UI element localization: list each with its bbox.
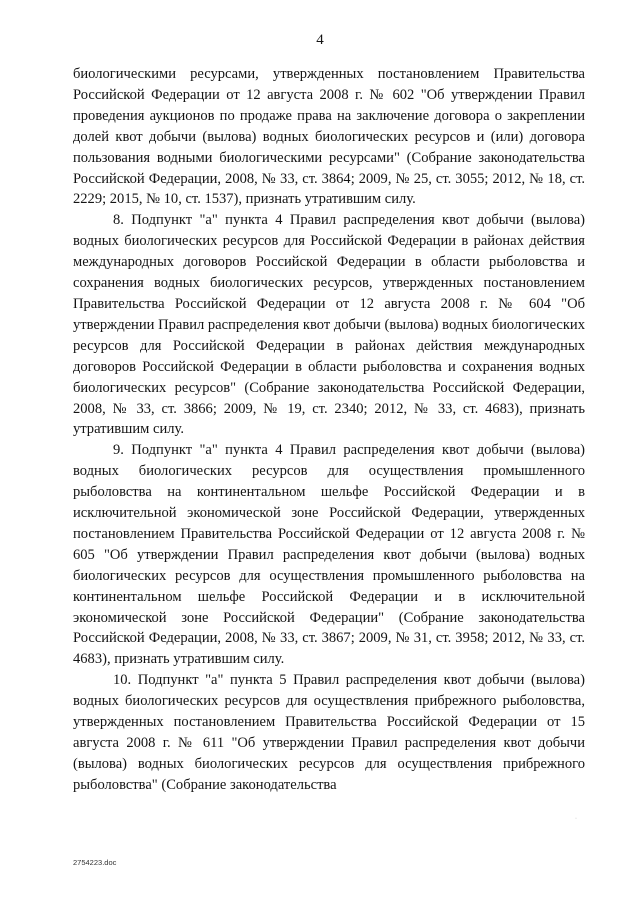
paragraph-item-9: 9. Подпункт "а" пункта 4 Правил распределения квот добычи (вылова) водных биологических ресурсов для осуществления промышленного рыболовства на континентальном шельфе Российской Федерации и в исключительной экономической зоне Российской Федерации, утвержденных постановлением Правительства Российской Федерации от 12 августа 2008 г. № 605 "Об утверждении Правил распределения квот добычи (вылова) водных биологических ресурсов для осуществления промышленного рыболовства на континентальном шельфе Российской Федерации и в исключительной экономической зоне Российской Федерации" (Собрание законодательства Российской Федерации, 2008, № 33, ст. 3867; 2009, № 31, ст. 3958; 2012, № 33, ст. 4683), признать утратившим силу. [73, 442, 585, 668]
document-body [73, 64, 585, 796]
document-code: 2754223.doc [73, 858, 117, 867]
paragraph-continuation: биологическими ресурсами, утвержденных постановлением Правительства Российской Федерации от 12 августа 2008 г. № 602 "Об утверждении Правил проведения аукционов по продаже права на заключение договора о закреплении долей квот добычи (вылова) водных биологических ресурсов и (или) договора пользования водными биологическими ресурсами" (Собрание законодательства Российской Федерации, 2008, № 33, ст. 3864; 2009, № 25, ст. 3055; 2012, № 18, ст. 2229; 2015, № 10, ст. 1537), признать утратившим силу. [73, 66, 585, 208]
page-number: 4 [316, 32, 324, 48]
paragraph-item-10: 10. Подпункт "а" пункта 5 Правил распределения квот добычи (вылова) водных биологических ресурсов для осуществления прибрежного рыболовства, утвержденных постановлением Правительства Российской Федерации от 15 августа 2008 г. № 611 "Об утверждении Правил распределения квот добычи (вылова) водных биологических ресурсов для осуществления прибрежного рыболовства" (Собрание законодательства [73, 672, 585, 793]
scan-mark: · [575, 816, 577, 822]
paragraph-item-8: 8. Подпункт "а" пункта 4 Правил распределения квот добычи (вылова) водных биологических ресурсов для Российской Федерации в районах действия международных договоров Российской Федерации в области рыболовства и сохранения водных биологических ресурсов, утвержденных постановлением Правительства Российской Федерации от 12 августа 2008 г. № 604 "Об утверждении Правил распределения квот добычи (вылова) водных биологических ресурсов для Российской Федерации в районах действия международных договоров Российской Федерации в области рыболовства и сохранения водных биологических ресурсов" (Собрание законодательства Российской Федерации, 2008, № 33, ст. 3866; 2009, № 19, ст. 2340; 2012, № 33, ст. 4683), признать утратившим силу. [73, 212, 585, 438]
